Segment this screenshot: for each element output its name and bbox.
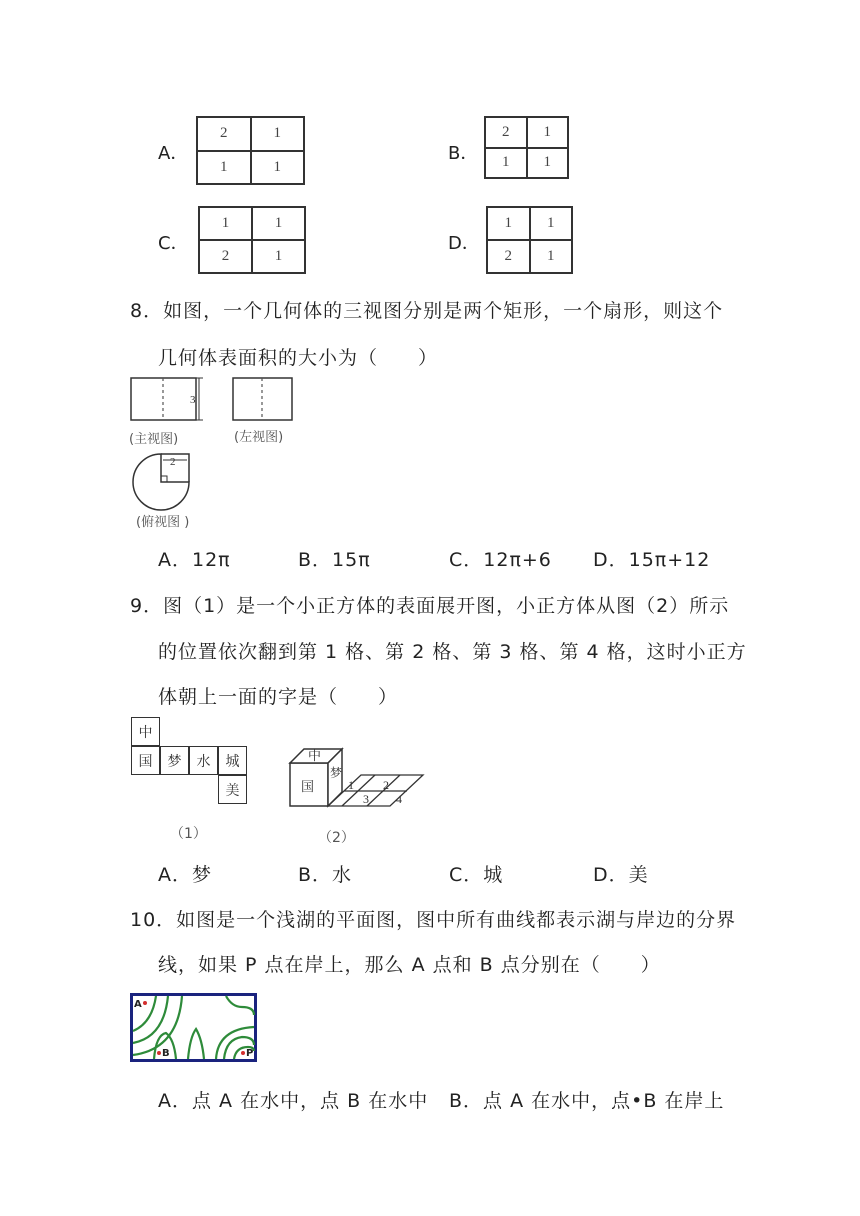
grid-cell: 1 [530, 240, 573, 273]
grid-cell: 2 [485, 117, 527, 148]
square-1: 1 [348, 778, 354, 792]
square-4: 4 [396, 792, 402, 806]
grid-cell: 1 [251, 117, 305, 151]
q8-stem-line1: 8．如图，一个几何体的三视图分别是两个矩形，一个扇形，则这个 [130, 300, 724, 322]
net-face: 城 [218, 746, 247, 775]
q7-option-d-label: D． [448, 233, 480, 254]
q7-option-d-grid [486, 206, 573, 274]
q8-stem-line2: 几何体表面积的大小为（ ） [158, 347, 439, 369]
net-face: 中 [131, 717, 160, 746]
q10-stem-line2: 线，如果 P 点在岸上，那么 A 点和 B 点分别在（ ） [158, 954, 661, 976]
q8-choice-a: A．12π [158, 549, 231, 571]
grid-cell: 1 [197, 151, 251, 185]
radius-dimension-label: 2 [170, 456, 176, 468]
point-b-marker [157, 1051, 161, 1055]
fig2-caption: （2） [318, 830, 355, 846]
net-face: 美 [218, 775, 247, 804]
q8-choice-d: D．15π+12 [593, 549, 711, 571]
q8-three-views-figure [125, 372, 315, 532]
grid-cell: 1 [527, 117, 569, 148]
grid-cell: 1 [199, 207, 252, 240]
top-view-caption: (俯视图 ) [136, 515, 190, 530]
point-a-label: A [134, 999, 142, 1010]
q7-option-b-grid [484, 116, 569, 179]
grid-cell: 1 [485, 148, 527, 179]
grid-cell: 1 [530, 207, 573, 240]
q10-choice-b: B．点 A 在水中，点•B 在岸上 [449, 1090, 725, 1112]
q7-option-a-label: A． [158, 143, 189, 164]
fig1-caption: （1） [170, 826, 207, 842]
grid-cell: 2 [199, 240, 252, 273]
q7-option-b-label: B． [448, 143, 479, 164]
q8-choice-b: B．15π [298, 549, 371, 571]
q9-stem-line3: 体朝上一面的字是（ ） [158, 686, 399, 708]
q9-rolling-cube-figure [285, 745, 430, 830]
net-face: 梦 [160, 746, 189, 775]
front-view-caption: (主视图) [129, 432, 179, 447]
square-2: 2 [383, 778, 389, 792]
grid-cell: 1 [487, 207, 530, 240]
grid-cell: 2 [197, 117, 251, 151]
point-p-marker [241, 1051, 245, 1055]
q7-option-c-grid [198, 206, 306, 274]
q9-choice-a: A．梦 [158, 864, 212, 886]
cube-top-face: 中 [308, 749, 322, 764]
grid-cell: 2 [487, 240, 530, 273]
left-view-caption: (左视图) [234, 430, 284, 445]
grid-cell: 1 [527, 148, 569, 179]
point-p-label: P [246, 1048, 254, 1059]
q9-choice-b: B．水 [298, 864, 353, 886]
height-dimension-label: 3 [190, 394, 196, 406]
net-face: 国 [131, 746, 160, 775]
cube-right-face: 梦 [330, 766, 343, 780]
q9-choice-d: D．美 [593, 864, 649, 886]
point-a-marker [143, 1001, 147, 1005]
grid-cell: 1 [252, 240, 305, 273]
q10-stem-line1: 10．如图是一个浅湖的平面图，图中所有曲线都表示湖与岸边的分界 [130, 909, 737, 931]
square-3: 3 [363, 792, 369, 806]
q9-stem-line1: 9．图（1）是一个小正方体的表面展开图，小正方体从图（2）所示 [130, 595, 730, 617]
q7-option-a-grid [196, 116, 305, 185]
cube-front-face: 国 [301, 780, 315, 795]
q10-lake-map [130, 993, 258, 1063]
grid-cell: 1 [251, 151, 305, 185]
q9-choice-c: C．城 [449, 864, 504, 886]
q9-stem-line2: 的位置依次翻到第 1 格、第 2 格、第 3 格、第 4 格，这时小正方 [158, 641, 747, 663]
point-b-label: B [162, 1048, 170, 1059]
q7-option-c-label: C． [158, 233, 189, 254]
net-face: 水 [189, 746, 218, 775]
q10-choice-a: A．点 A 在水中，点 B 在水中 [158, 1090, 429, 1112]
grid-cell: 1 [252, 207, 305, 240]
q8-choice-c: C．12π+6 [449, 549, 552, 571]
